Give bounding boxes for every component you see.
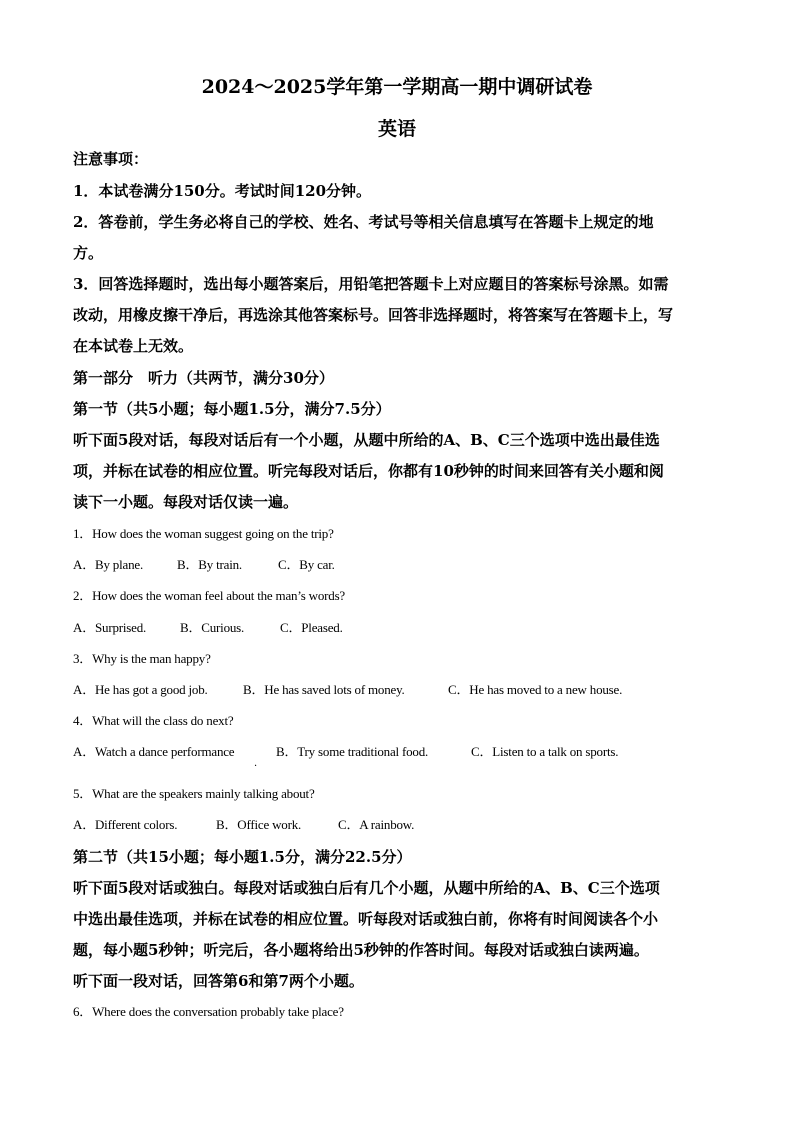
question-5: 5．What are the speakers mainly talking about? xyxy=(73,786,315,801)
note-item-1: 1．本试卷满分150分。考试时间120分钟。 xyxy=(73,182,372,200)
option-a: A．Surprised. xyxy=(73,620,147,635)
question-5-options xyxy=(73,817,733,833)
option-b: B．Curious. xyxy=(180,620,245,635)
note-item-3-line-1: 3．回答选择题时，选出每小题答案后，用铅笔把答题卡上对应题目的答案标号涂黑。如需 xyxy=(73,275,669,293)
note-item-2-line-2: 方。 xyxy=(73,244,104,262)
option-a: A．By plane. xyxy=(73,557,144,572)
option-b: B．Try some traditional food. xyxy=(276,744,429,759)
subject-title: 英语 xyxy=(377,118,416,140)
question-4-options xyxy=(73,744,733,760)
note-item-2-line-1: 2．答卷前，学生务必将自己的学校、姓名、考试号等相关信息填写在答题卡上规定的地 xyxy=(73,213,654,231)
note-item-3-line-3: 在本试卷上无效。 xyxy=(73,337,194,355)
question-6: 6．Where does the conversation probably take place? xyxy=(73,1004,344,1019)
option-b: B．By train. xyxy=(177,557,242,572)
stray-dot-mark: · xyxy=(254,761,258,772)
section2-instructions-line-2: 中选出最佳选项，并标在试卷的相应位置。听每段对话或独白前，你将有时间阅读各个小 xyxy=(73,910,659,928)
part1-heading: 第一部分 听力（共两节，满分30分） xyxy=(73,369,334,387)
option-c: C．He has moved to a new house. xyxy=(448,682,623,697)
option-c: C．Listen to a talk on sports. xyxy=(471,744,619,759)
option-a: A．Watch a dance performance xyxy=(73,744,235,759)
section2-heading: 第二节（共15小题；每小题1.5分，满分22.5分） xyxy=(73,848,412,866)
dialogue-intro: 听下面一段对话，回答第6和第7两个小题。 xyxy=(73,972,364,990)
question-2-options xyxy=(73,620,733,636)
option-c: C．Pleased. xyxy=(280,620,343,635)
option-c: C．By car. xyxy=(278,557,335,572)
section2-instructions-line-3: 题，每小题5秒钟；听完后，各小题将给出5秒钟的作答时间。每段对话或独白读两遍。 xyxy=(73,941,649,959)
section1-instructions-line-2: 项，并标在试卷的相应位置。听完每段对话后，你都有10秒钟的时间来回答有关小题和阅 xyxy=(73,462,664,480)
note-item-3-line-2: 改动，用橡皮擦干净后，再选涂其他答案标号。回答非选择题时，将答案写在答题卡上，写 xyxy=(73,306,674,324)
section1-heading: 第一节（共5小题；每小题1.5分，满分7.5分） xyxy=(73,400,391,418)
exam-title: 2024～2025学年第一学期高一期中调研试卷 xyxy=(201,76,593,98)
question-1-options xyxy=(73,557,733,573)
section1-instructions-line-1: 听下面5段对话，每段对话后有一个小题，从题中所给的A、B、C三个选项中选出最佳选 xyxy=(73,431,660,449)
question-4: 4．What will the class do next? xyxy=(73,713,234,728)
notes-heading: 注意事项： xyxy=(73,150,149,168)
option-a: A．He has got a good job. xyxy=(73,682,208,697)
question-3-options xyxy=(73,682,733,698)
option-b: B．He has saved lots of money. xyxy=(243,682,405,697)
section2-instructions-line-1: 听下面5段对话或独白。每段对话或独白后有几个小题，从题中所给的A、B、C三个选项 xyxy=(73,879,660,897)
question-2: 2．How does the woman feel about the man’s words? xyxy=(73,588,346,603)
option-a: A．Different colors. xyxy=(73,817,178,832)
option-c: C．A rainbow. xyxy=(338,817,415,832)
section1-instructions-line-3: 读下一小题。每段对话仅读一遍。 xyxy=(73,493,299,511)
option-b: B．Office work. xyxy=(216,817,302,832)
question-3: 3．Why is the man happy? xyxy=(73,651,211,666)
question-1: 1．How does the woman suggest going on the trip? xyxy=(73,526,334,541)
